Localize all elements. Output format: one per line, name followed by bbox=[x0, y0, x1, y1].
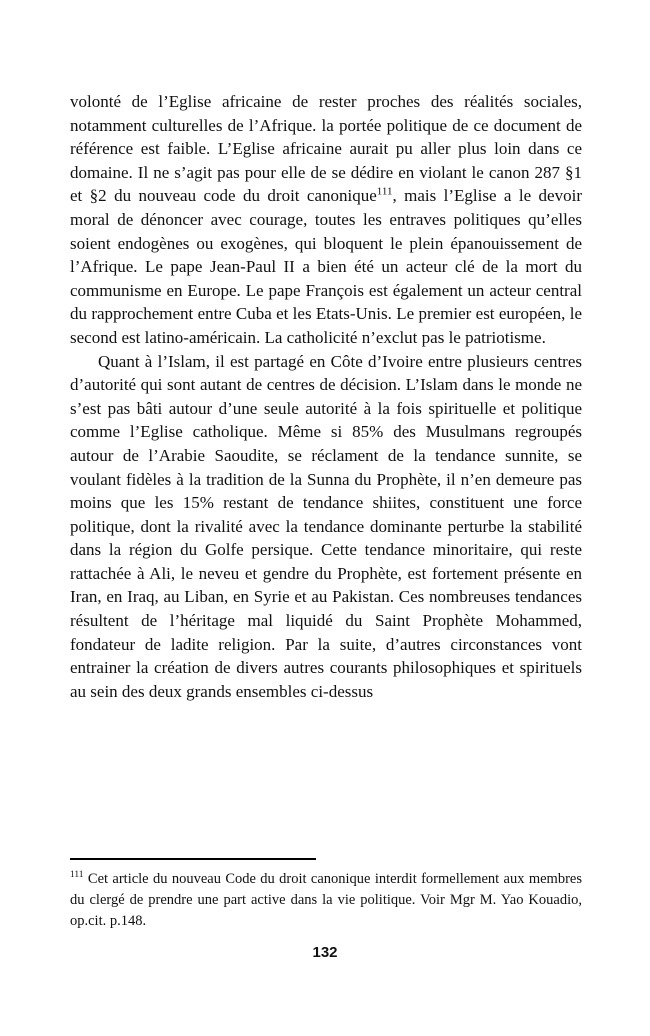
footnote-number: 111 bbox=[70, 870, 84, 881]
paragraph-2: Quant à l’Islam, il est partagé en Côte d’Ivoire entre plusieurs centres d’autorité qui sont autant de centres de décision. L’Islam dans le monde ne s’est pas bâti autour d’une seule autorité à la fois spirituelle et politique comme l’Eglise catholique. Même si 85% des Musulmans regroupés autour de l’Arabie Saoudite, se réclament de la tendance sunnite, se voulant fidèles à la tradition de la Sunna du Prophète, il n’en demeure pas moins que les 15% restant de tendance shiites, constituent une force politique, dont la rivalité avec la tendance dominante perturbe la stabilité dans la région du Golfe persique. Cette tendance minoritaire, qui reste rattachée à Ali, le neveu et gendre du Prophète, est fortement présente en Iran, en Iraq, au Liban, en Syrie et au Pakistan. Ces nombreuses tendances résultent de l’héritage mal liquidé du Saint Prophète Mohammed, fondateur de ladite religion. Par la suite, d’autres circonstances vont entrainer la création de divers autres courants philosophiques et spirituels au sein des deux grands ensembles ci-dessus bbox=[70, 351, 582, 701]
footnote-text: Cet article du nouveau Code du droit canonique interdit formellement aux membres du clergé de prendre une part active dans la vie politique. Voir Mgr M. Yao Kouadio, op.cit. p.148. bbox=[70, 871, 582, 929]
footnote-ref-111: 111 bbox=[376, 185, 393, 198]
paragraph-1 bbox=[70, 90, 582, 350]
page-body bbox=[70, 90, 582, 703]
page-number: 132 bbox=[312, 944, 338, 961]
footnote-area bbox=[70, 858, 582, 932]
paragraph-1-continuation: , mais l’Eglise a le devoir moral de dénoncer avec courage, toutes les entraves politiques qu’elles soient endogènes ou exogènes, qui bloquent le plein épanouissement de l’Afrique. Le pape Jean-Paul II a bien été un acteur clé de la mort du communisme en Europe. Le pape François est également un acteur central du rapprochement entre Cuba et les Etats-Unis. Le premier est européen, le second est latino-américain. La catholicité n’exclut pas le patriotisme. bbox=[70, 186, 582, 347]
footnote-111 bbox=[70, 869, 582, 932]
paragraph-1-text: volonté de l’Eglise africaine de rester proches des réalités sociales, notamment culturelles de l’Afrique. la portée politique de ce document de référence est faible. L’Eglise africaine aurait pu aller plus loin dans ce domaine. Il ne s’agit pas pour elle de se dédire en violant le canon 287 §1 et §2 du nouveau code du droit canonique bbox=[70, 92, 582, 206]
footnote-separator-rule bbox=[70, 858, 316, 860]
